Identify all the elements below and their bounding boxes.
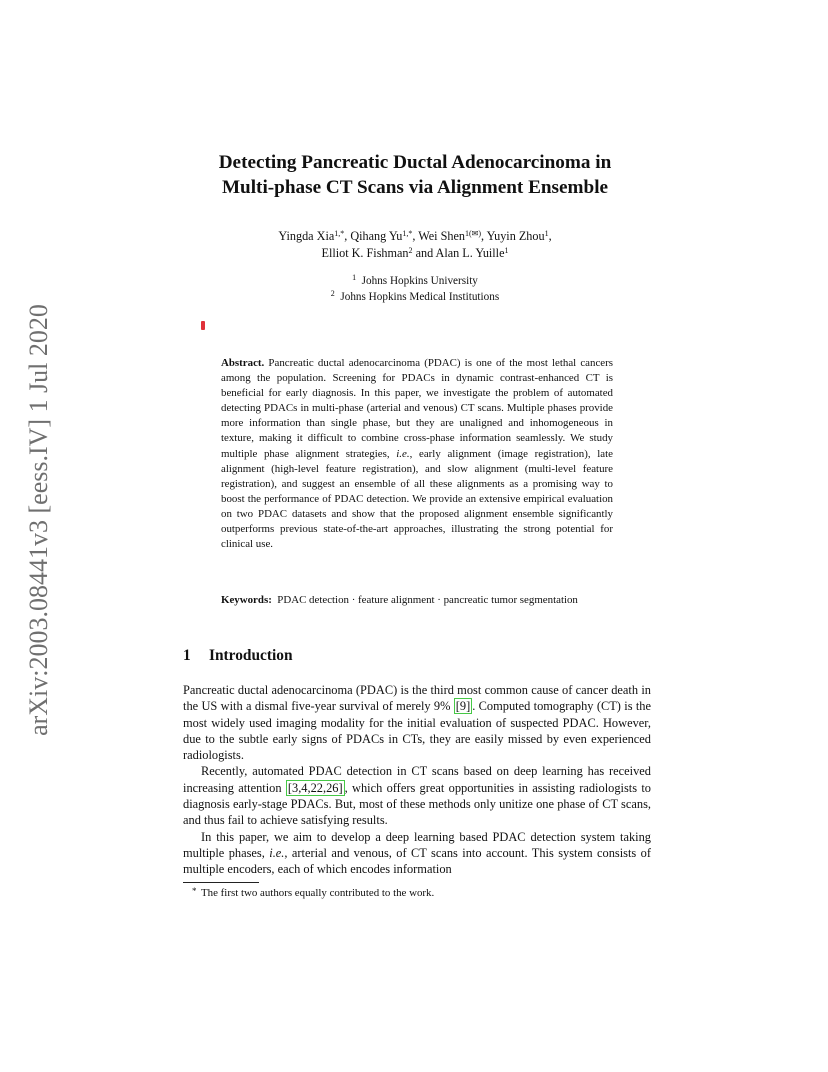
affiliation-name: Johns Hopkins University	[361, 275, 478, 287]
paragraph-text: , which offers great opportunities in assisting radiologists to diagnosis early-stage PDACs. But, most of these methods only unitize one phase of CT scans, and thus fail to achieve satisfying results.	[183, 780, 651, 828]
body-text	[183, 682, 651, 878]
footnote-text: The first two authors equally contributed to the work.	[201, 887, 435, 899]
author-affil-sup: 1	[504, 246, 509, 255]
abstract-text-2: , early alignment (image registration), late alignment (high-level feature registration), and slow alignment (multi-level feature registration), and suggest an ensemble of all these alignments as a promising way to boost the performance of PDAC detection. We provide an extensive empirical evaluation on two PDAC datasets and show that the proposed alignment ensemble significantly outperforms previous state-of-the-art approaches, illustrating the strong potential for clinical use.	[221, 447, 613, 551]
footnote-rule	[183, 882, 259, 883]
abstract-ie: i.e.	[396, 447, 410, 460]
title-line-2: Multi-phase CT Scans via Alignment Ensemble	[221, 177, 609, 198]
affiliation-number: 2	[330, 289, 335, 298]
author-name: Wei Shen	[418, 229, 465, 243]
abstract-text: Pancreatic ductal adenocarcinoma (PDAC) is one of the most lethal cancers among the population. Screening for PDACs in dynamic contrast-enhanced CT is beneficial for early diagnosis. In this paper, we investigate the problem of automated detecting PDACs in multi-phase (arterial and venous) CT scans. Multiple phases provide more information than single phase, but they are unaligned and inhomogeneous in texture, making it difficult to combine cross-phase information seamlessly. We study multiple phase alignment strategies,	[221, 357, 613, 460]
paragraph	[183, 763, 651, 828]
author-name: Alan L. Yuille	[435, 246, 505, 260]
arxiv-id: arXiv:2003.08441v3 [eess.IV] 1 Jul 2020	[24, 304, 53, 736]
keywords-text: PDAC detection · feature alignment · pancreatic tumor segmentation	[277, 594, 578, 606]
keywords	[221, 593, 613, 608]
section-number: 1	[183, 647, 191, 664]
paragraph-text: In this paper, we aim to develop a deep learning based PDAC detection system taking multiple phases,	[183, 829, 651, 860]
affiliation-number: 1	[352, 273, 357, 282]
author-line-1: Yingda Xia$^{1,*}$, Qihang $Yu^{1,*}$, Wei Shen$^{1(✉)}$, Yuyin Zhou$^1$,	[278, 229, 552, 243]
paragraph	[183, 682, 651, 763]
title-line-1: Detecting Pancreatic Ductal Adenocarcinoma in	[218, 152, 612, 173]
author-name: Qihang Yu	[350, 229, 403, 243]
paragraph-text: Recently, automated PDAC detection in CT scans based on deep learning has received increasing attention	[183, 764, 651, 795]
author-name: Elliot K. Fishman	[321, 246, 409, 260]
paper-title	[150, 150, 680, 200]
affiliations	[150, 273, 680, 305]
footnote-mark: *	[192, 886, 197, 896]
author-name: Yingda Xia	[278, 229, 335, 243]
paragraph-text: , arterial and venous, of CT scans into account. This system consists of multiple encoders, each of which encodes information	[183, 845, 651, 877]
author-list	[150, 228, 680, 262]
author-affil-sup: 1	[544, 229, 549, 238]
author-affil-sup: 1,*	[402, 229, 413, 238]
citation-link[interactable]: [9]	[455, 699, 471, 714]
affiliation-item	[150, 289, 680, 305]
author-name: Yuyin Zhou	[486, 229, 545, 243]
section-title: Introduction	[209, 647, 293, 664]
author-affil-sup: 1(✉)	[464, 229, 482, 238]
footnote	[192, 886, 434, 899]
paragraph	[183, 829, 651, 878]
author-conjunction: and	[415, 246, 434, 260]
paragraph-text: . Computed tomography (CT) is the most widely used imaging modality for the initial evaluation of suspected PDAC. However, due to the subtle early signs of PDACs in CTs, they are easily missed by even experienced radiologists.	[183, 699, 651, 763]
affiliation-item	[150, 273, 680, 289]
author-affil-sup: 1,*	[334, 229, 345, 238]
paragraph-text: Pancreatic ductal adenocarcinoma (PDAC) is the third most common cause of cancer death in the US with a dismal five-year survival of merely 9%	[183, 683, 651, 714]
citation-link[interactable]: [3,4,22,26]	[287, 780, 343, 795]
section-heading	[183, 647, 293, 665]
author-affil-sup: 2	[408, 246, 413, 255]
paragraph-ie: i.e.	[269, 845, 285, 860]
annotation-marker	[201, 321, 205, 330]
keywords-label: Keywords:	[221, 594, 272, 606]
affiliation-name: Johns Hopkins Medical Institutions	[340, 291, 500, 303]
author-line-2	[150, 245, 680, 262]
abstract-label: Abstract.	[221, 357, 265, 369]
abstract	[221, 356, 613, 552]
arxiv-sidebar-stamp	[20, 300, 58, 740]
